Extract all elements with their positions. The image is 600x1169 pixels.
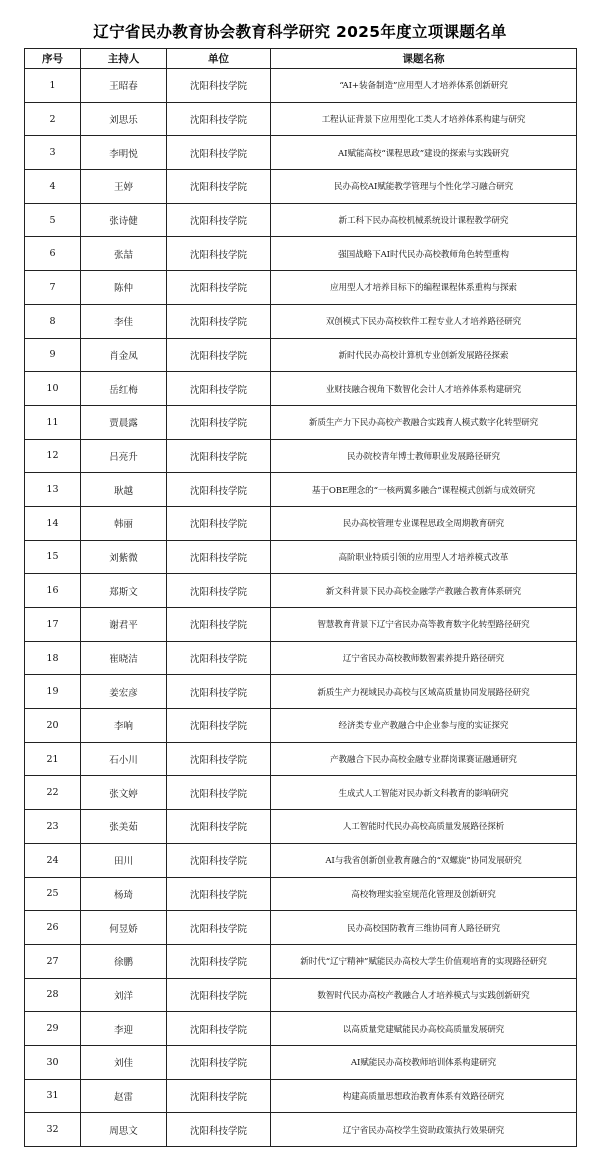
header-number: 序号 — [25, 49, 81, 69]
row-unit: 沈阳科技学院 — [167, 338, 271, 372]
table-row — [25, 1045, 577, 1079]
row-host: 郑斯文 — [81, 574, 167, 608]
table-header-row — [25, 49, 577, 69]
row-host: 杨琦 — [81, 877, 167, 911]
row-host: 李响 — [81, 709, 167, 743]
row-number: 2 — [25, 102, 81, 136]
row-unit: 沈阳科技学院 — [167, 170, 271, 204]
row-host: 石小川 — [81, 742, 167, 776]
row-topic: AI赋能高校“课程思政”建设的探索与实践研究 — [271, 136, 577, 170]
row-topic: 人工智能时代民办高校高质量发展路径探析 — [271, 810, 577, 844]
row-unit: 沈阳科技学院 — [167, 709, 271, 743]
row-number: 17 — [25, 608, 81, 642]
table-row — [25, 978, 577, 1012]
row-topic: 双创模式下民办高校软件工程专业人才培养路径研究 — [271, 304, 577, 338]
row-host: 王昭春 — [81, 69, 167, 103]
row-host: 李明悦 — [81, 136, 167, 170]
row-unit: 沈阳科技学院 — [167, 1045, 271, 1079]
row-topic: 民办高校AI赋能教学管理与个性化学习融合研究 — [271, 170, 577, 204]
header-topic: 课题名称 — [271, 49, 577, 69]
row-unit: 沈阳科技学院 — [167, 271, 271, 305]
row-host: 刘紫微 — [81, 540, 167, 574]
row-number: 28 — [25, 978, 81, 1012]
row-host: 李佳 — [81, 304, 167, 338]
row-number: 31 — [25, 1079, 81, 1113]
row-topic: 应用型人才培养目标下的编程课程体系重构与探索 — [271, 271, 577, 305]
row-unit: 沈阳科技学院 — [167, 540, 271, 574]
row-number: 1 — [25, 69, 81, 103]
row-number: 13 — [25, 473, 81, 507]
row-number: 15 — [25, 540, 81, 574]
table-row — [25, 271, 577, 305]
row-host: 陈仲 — [81, 271, 167, 305]
row-host: 何昱娇 — [81, 911, 167, 945]
row-topic: 以高质量党建赋能民办高校高质量发展研究 — [271, 1012, 577, 1046]
row-number: 26 — [25, 911, 81, 945]
table-row — [25, 69, 577, 103]
row-unit: 沈阳科技学院 — [167, 506, 271, 540]
table-row — [25, 237, 577, 271]
row-number: 16 — [25, 574, 81, 608]
project-table — [24, 48, 577, 1147]
row-number: 32 — [25, 1113, 81, 1147]
row-number: 9 — [25, 338, 81, 372]
table-row — [25, 877, 577, 911]
row-topic: AI赋能民办高校教师培训体系构建研究 — [271, 1045, 577, 1079]
row-unit: 沈阳科技学院 — [167, 776, 271, 810]
row-host: 周思文 — [81, 1113, 167, 1147]
row-number: 6 — [25, 237, 81, 271]
table-row — [25, 203, 577, 237]
row-topic: 新工科下民办高校机械系统设计课程教学研究 — [271, 203, 577, 237]
table-body — [25, 69, 577, 1147]
row-host: 崔晓洁 — [81, 641, 167, 675]
row-number: 7 — [25, 271, 81, 305]
row-unit: 沈阳科技学院 — [167, 439, 271, 473]
row-host: 张文婷 — [81, 776, 167, 810]
table-row — [25, 810, 577, 844]
row-unit: 沈阳科技学院 — [167, 641, 271, 675]
row-number: 20 — [25, 709, 81, 743]
table-row — [25, 338, 577, 372]
row-unit: 沈阳科技学院 — [167, 978, 271, 1012]
row-topic: 高阶职业特质引领的应用型人才培养模式改革 — [271, 540, 577, 574]
table-row — [25, 843, 577, 877]
table-row — [25, 540, 577, 574]
table-row — [25, 675, 577, 709]
row-unit: 沈阳科技学院 — [167, 1079, 271, 1113]
row-number: 19 — [25, 675, 81, 709]
row-topic: 经济类专业产教融合中企业参与度的实证探究 — [271, 709, 577, 743]
table-row — [25, 709, 577, 743]
row-unit: 沈阳科技学院 — [167, 237, 271, 271]
row-number: 4 — [25, 170, 81, 204]
row-host: 张诗健 — [81, 203, 167, 237]
table-row — [25, 776, 577, 810]
row-topic: 高校物理实验室规范化管理及创新研究 — [271, 877, 577, 911]
row-number: 8 — [25, 304, 81, 338]
row-unit: 沈阳科技学院 — [167, 944, 271, 978]
row-host: 刘洋 — [81, 978, 167, 1012]
row-host: 刘思乐 — [81, 102, 167, 136]
row-host: 姜宏彦 — [81, 675, 167, 709]
row-host: 李迎 — [81, 1012, 167, 1046]
row-topic: 新质生产力下民办高校产教融合实践育人模式数字化转型研究 — [271, 405, 577, 439]
row-host: 王婷 — [81, 170, 167, 204]
row-number: 30 — [25, 1045, 81, 1079]
table-row — [25, 1113, 577, 1147]
row-topic: “AI+装备制造”应用型人才培养体系创新研究 — [271, 69, 577, 103]
row-unit: 沈阳科技学院 — [167, 372, 271, 406]
table-row — [25, 102, 577, 136]
row-number: 14 — [25, 506, 81, 540]
row-topic: 工程认证背景下应用型化工类人才培养体系构建与研究 — [271, 102, 577, 136]
row-number: 18 — [25, 641, 81, 675]
row-host: 贾晨露 — [81, 405, 167, 439]
row-unit: 沈阳科技学院 — [167, 675, 271, 709]
row-topic: 新时代“辽宁精神”赋能民办高校大学生价值观培育的实现路径研究 — [271, 944, 577, 978]
row-unit: 沈阳科技学院 — [167, 203, 271, 237]
row-topic: 民办高校管理专业课程思政全周期教育研究 — [271, 506, 577, 540]
row-topic: 智慧教育背景下辽宁省民办高等教育数字化转型路径研究 — [271, 608, 577, 642]
row-number: 10 — [25, 372, 81, 406]
row-unit: 沈阳科技学院 — [167, 574, 271, 608]
row-host: 张喆 — [81, 237, 167, 271]
row-host: 吕亮升 — [81, 439, 167, 473]
row-topic: 生成式人工智能对民办新文科教育的影响研究 — [271, 776, 577, 810]
row-number: 29 — [25, 1012, 81, 1046]
row-number: 23 — [25, 810, 81, 844]
header-unit: 单位 — [167, 49, 271, 69]
row-unit: 沈阳科技学院 — [167, 136, 271, 170]
row-host: 田川 — [81, 843, 167, 877]
row-host: 谢君平 — [81, 608, 167, 642]
row-unit: 沈阳科技学院 — [167, 69, 271, 103]
row-topic: 数智时代民办高校产教融合人才培养模式与实践创新研究 — [271, 978, 577, 1012]
row-unit: 沈阳科技学院 — [167, 102, 271, 136]
row-topic: 新时代民办高校计算机专业创新发展路径探索 — [271, 338, 577, 372]
row-host: 岳红梅 — [81, 372, 167, 406]
row-topic: 构建高质量思想政治教育体系有效路径研究 — [271, 1079, 577, 1113]
table-row — [25, 608, 577, 642]
table-row — [25, 473, 577, 507]
row-number: 5 — [25, 203, 81, 237]
row-host: 赵雷 — [81, 1079, 167, 1113]
row-number: 12 — [25, 439, 81, 473]
table-row — [25, 439, 577, 473]
table-row — [25, 170, 577, 204]
table-row — [25, 944, 577, 978]
table-row — [25, 574, 577, 608]
row-unit: 沈阳科技学院 — [167, 911, 271, 945]
row-topic: 产教融合下民办高校金融专业群岗课赛证融通研究 — [271, 742, 577, 776]
row-unit: 沈阳科技学院 — [167, 810, 271, 844]
row-topic: AI与我省创新创业教育融合的“双螺旋”协同发展研究 — [271, 843, 577, 877]
table-row — [25, 1079, 577, 1113]
row-unit: 沈阳科技学院 — [167, 843, 271, 877]
row-topic: 新质生产力视域民办高校与区域高质量协同发展路径研究 — [271, 675, 577, 709]
row-topic: 民办高校国防教育三维协同育人路径研究 — [271, 911, 577, 945]
row-host: 肖金凤 — [81, 338, 167, 372]
row-number: 27 — [25, 944, 81, 978]
row-host: 刘佳 — [81, 1045, 167, 1079]
row-number: 25 — [25, 877, 81, 911]
row-topic: 基于OBE理念的“一核两翼多融合”课程模式创新与成效研究 — [271, 473, 577, 507]
row-unit: 沈阳科技学院 — [167, 877, 271, 911]
row-number: 21 — [25, 742, 81, 776]
row-topic: 新文科背景下民办高校金融学产教融合教育体系研究 — [271, 574, 577, 608]
row-host: 耿越 — [81, 473, 167, 507]
page-title: 辽宁省民办教育协会教育科学研究 2025年度立项课题名单 — [93, 23, 507, 41]
header-host: 主持人 — [81, 49, 167, 69]
table-row — [25, 372, 577, 406]
row-topic: 民办院校青年博士教师职业发展路径研究 — [271, 439, 577, 473]
table-row — [25, 405, 577, 439]
row-topic: 辽宁省民办高校学生资助政策执行效果研究 — [271, 1113, 577, 1147]
row-number: 3 — [25, 136, 81, 170]
table-row — [25, 506, 577, 540]
row-number: 22 — [25, 776, 81, 810]
row-host: 韩丽 — [81, 506, 167, 540]
row-topic: 辽宁省民办高校教师数智素养提升路径研究 — [271, 641, 577, 675]
row-host: 张美茹 — [81, 810, 167, 844]
row-unit: 沈阳科技学院 — [167, 473, 271, 507]
table-row — [25, 1012, 577, 1046]
row-topic: 强国战略下AI时代民办高校教师角色转型重构 — [271, 237, 577, 271]
row-host: 徐鹏 — [81, 944, 167, 978]
table-row — [25, 742, 577, 776]
row-unit: 沈阳科技学院 — [167, 405, 271, 439]
row-unit: 沈阳科技学院 — [167, 304, 271, 338]
row-number: 11 — [25, 405, 81, 439]
row-unit: 沈阳科技学院 — [167, 1012, 271, 1046]
row-unit: 沈阳科技学院 — [167, 742, 271, 776]
row-number: 24 — [25, 843, 81, 877]
table-row — [25, 641, 577, 675]
table-row — [25, 136, 577, 170]
table-row — [25, 911, 577, 945]
row-unit: 沈阳科技学院 — [167, 1113, 271, 1147]
row-unit: 沈阳科技学院 — [167, 608, 271, 642]
row-topic: 业财技融合视角下数智化会计人才培养体系构建研究 — [271, 372, 577, 406]
table-row — [25, 304, 577, 338]
